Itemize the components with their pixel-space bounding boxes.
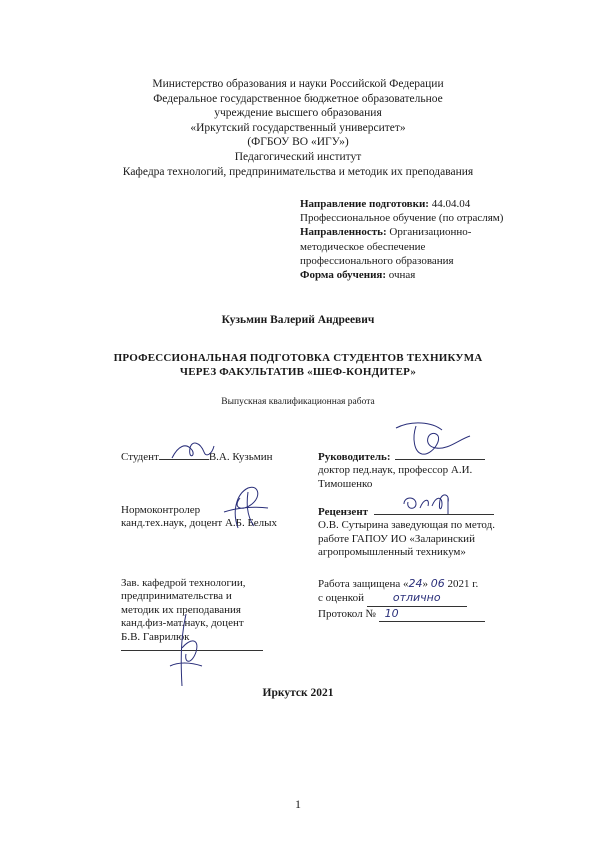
defense-prefix: Работа защищена «: [318, 578, 409, 590]
study-direction-block: [300, 197, 540, 282]
defense-block: [318, 577, 558, 622]
page-number: 1: [295, 797, 301, 811]
header-line: Федеральное государственное бюджетное образовательное: [153, 92, 443, 105]
protocol-label: Протокол №: [318, 607, 376, 620]
header-line: «Иркутский государственный университет»: [190, 121, 406, 134]
defense-year: 2021 г.: [447, 578, 479, 590]
thesis-title: [0, 351, 596, 379]
head-block: [121, 577, 301, 644]
title-line: ПРОФЕССИОНАЛЬНАЯ ПОДГОТОВКА СТУДЕНТОВ ТЕХНИКУМА: [113, 352, 483, 364]
defense-month: 06: [430, 577, 445, 590]
head-line4: канд.физ-мат.наук, доцент: [121, 617, 244, 630]
supervisor-line1: доктор пед.наук, профессор А.И.: [318, 464, 473, 477]
focus-label: Направленность:: [300, 226, 387, 239]
form-value: очная: [386, 269, 416, 282]
head-line3: методик их преподавания: [121, 603, 241, 616]
student-label: Студент: [121, 451, 159, 463]
supervisor-block: [318, 449, 548, 491]
head-line2: предпринимательства и: [121, 590, 232, 603]
reviewer-line2: работе ГАПОУ ИО «Заларинский: [318, 532, 475, 545]
author-name: Кузьмин Валерий Андреевич: [221, 314, 375, 326]
reviewer-block: [318, 504, 548, 560]
student-name: В.А. Кузьмин: [208, 451, 273, 463]
grade-label: с оценкой: [318, 592, 364, 605]
signature-line: [159, 449, 209, 460]
supervisor-line2: Тимошенко: [318, 477, 373, 490]
prep-value-line2: Профессиональное обучение (по отраслям): [300, 212, 504, 225]
header-line: Педагогический институт: [234, 150, 362, 163]
title-line: ЧЕРЕЗ ФАКУЛЬТАТИВ «ШЕФ-КОНДИТЕР»: [179, 366, 417, 378]
work-type: Выпускная квалификационная работа: [221, 397, 375, 407]
grade-field: [367, 591, 467, 606]
supervisor-label: Руководитель:: [318, 451, 391, 463]
signature-line: [374, 504, 494, 515]
signature-line: [395, 449, 485, 460]
protocol-field: [379, 607, 485, 622]
focus-value-line2: методическое обеспечение: [300, 240, 426, 253]
reviewer-line1: О.В. Сутырина заведующая по метод.: [318, 519, 495, 532]
header-line: Кафедра технологий, предпринимательства и методик их преподавания: [122, 165, 474, 178]
grade-value: отлично: [392, 591, 441, 605]
city-year: Иркутск 2021: [262, 687, 334, 699]
defense-day: 24: [408, 577, 423, 590]
normcontrol-block: [121, 504, 321, 531]
reviewer-line3: агропромышленный техникум»: [318, 546, 466, 559]
reviewer-label: Рецензент: [318, 506, 369, 518]
normcontrol-line1: канд.тех.наук, доцент А.Б. Белых: [121, 517, 278, 530]
header-line: Министерство образования и науки Российской Федерации: [152, 78, 444, 90]
prep-label: Направление подготовки:: [300, 198, 429, 210]
form-label: Форма обучения:: [300, 269, 387, 282]
head-line1: Зав. кафедрой технологии,: [121, 577, 246, 589]
normcontrol-label: Нормоконтролер: [121, 504, 201, 516]
institution-header: [0, 77, 596, 179]
student-block: [121, 449, 272, 464]
prep-value: 44.04.04: [428, 198, 471, 210]
header-line: (ФГБОУ ВО «ИГУ»): [247, 136, 349, 149]
focus-value-line3: профессионального образования: [300, 254, 454, 267]
header-line: учреждение высшего образования: [214, 107, 382, 120]
protocol-value: 10: [384, 606, 399, 620]
defense-sep: »: [422, 578, 428, 590]
focus-value: Организационно-: [386, 226, 472, 239]
head-signature-line: [121, 650, 263, 651]
head-line5: Б.В. Гаврилюк: [121, 630, 190, 643]
